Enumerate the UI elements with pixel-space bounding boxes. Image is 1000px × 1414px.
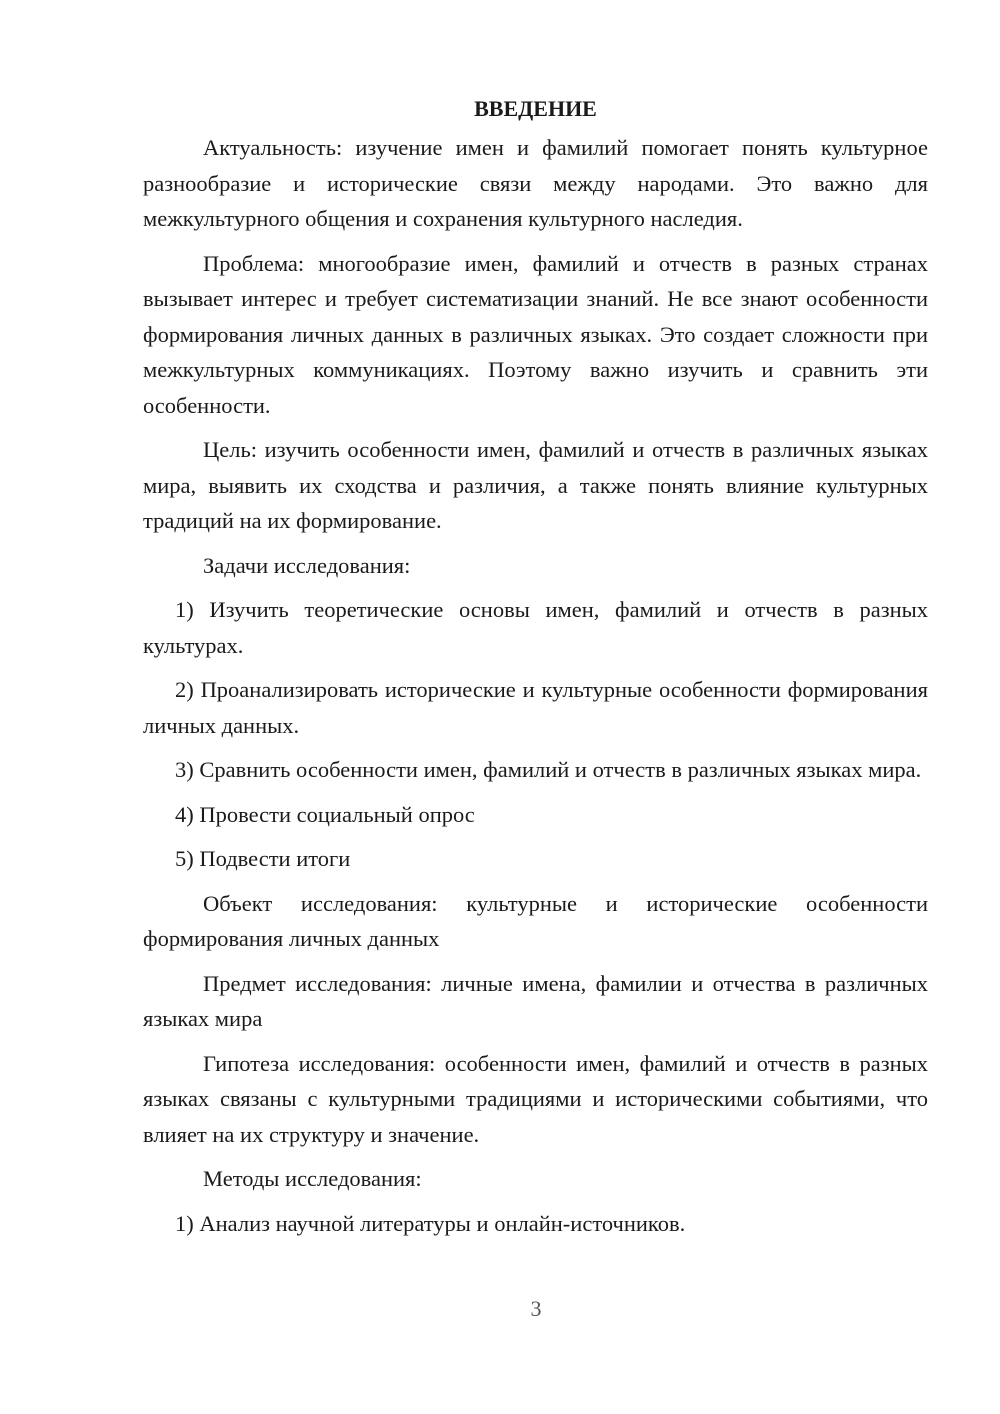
task-item-1: 1) Изучить теоретические основы имен, фамилий и отчеств в разных культурах. — [143, 597, 928, 658]
paragraph-subject: Предмет исследования: личные имена, фамилии и отчества в различных языках мира — [143, 970, 928, 1031]
task-item-4: 4) Провести социальный опрос — [175, 801, 475, 827]
task-item-3: 3) Сравнить особенности имен, фамилий и отчеств в различных языках мира. — [175, 757, 922, 782]
task-item-2: 2) Проанализировать исторические и культурные особенности формирования личных данных. — [143, 677, 928, 738]
paragraph-object: Объект исследования: культурные и исторические особенности формирования личных данных — [143, 890, 928, 951]
task-item-5: 5) Подвести итоги — [175, 846, 351, 871]
paragraph-problem: Проблема: многообразие имен, фамилий и отчеств в разных странах вызывает интерес и требует систематизации знаний. Не все знают особенности формирования личных данных в различных языках. Это создает сложности при межкультурных коммуникациях. Поэтому важно изучить и сравнить эти особенности. — [143, 250, 928, 418]
page-number: 3 — [530, 1296, 542, 1321]
tasks-heading: Задачи исследования: — [203, 552, 411, 578]
section-title: ВВЕДЕНИЕ — [474, 96, 597, 121]
document-page — [143, 92, 928, 1250]
method-item-1: 1) Анализ научной литературы и онлайн-источников. — [175, 1210, 686, 1236]
methods-heading: Методы исследования: — [203, 1166, 422, 1191]
paragraph-relevance: Актуальность: изучение имен и фамилий помогает понять культурное разнообразие и исторические связи между народами. Это важно для межкультурного общения и сохранения культурного наследия. — [143, 135, 928, 231]
paragraph-hypothesis: Гипотеза исследования: особенности имен, фамилий и отчеств в разных языках связаны с культурными традициями и историческими событиями, что влияет на их структуру и значение. — [143, 1050, 928, 1147]
paragraph-goal: Цель: изучить особенности имен, фамилий и отчеств в различных языках мира, выявить их сходства и различия, а также понять влияние культурных традиций на их формирование. — [143, 437, 928, 533]
